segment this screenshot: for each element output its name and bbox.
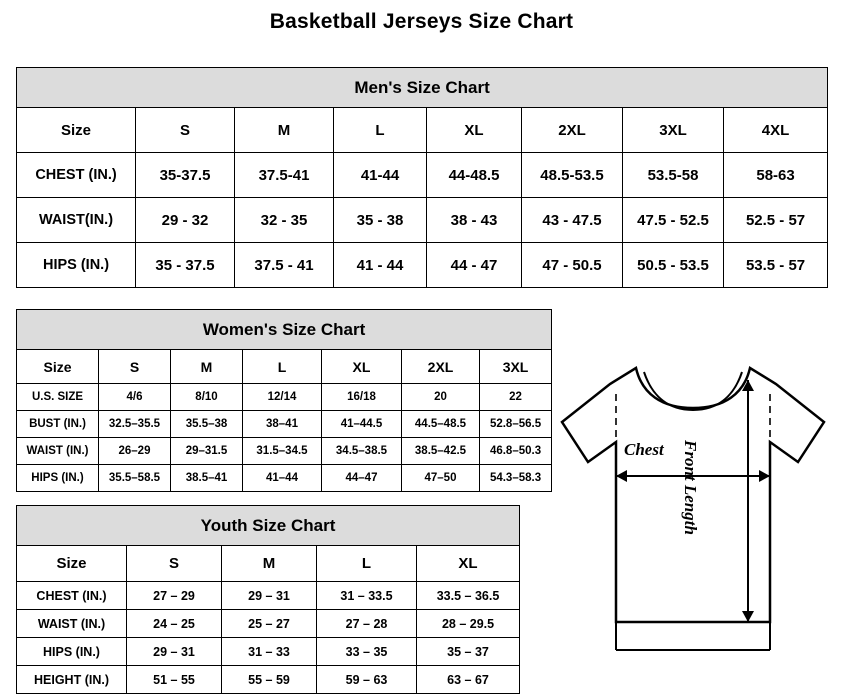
table-cell: 8/10 bbox=[171, 384, 243, 411]
row-label: HIPS (IN.) bbox=[17, 638, 127, 666]
page-title: Basketball Jerseys Size Chart bbox=[269, 10, 574, 33]
table-cell: 52.8–56.5 bbox=[480, 411, 552, 438]
column-header: 2XL bbox=[522, 108, 623, 153]
column-header: 4XL bbox=[724, 108, 828, 153]
table-cell: 38.5–41 bbox=[171, 465, 243, 492]
table-cell: 4/6 bbox=[99, 384, 171, 411]
table-cell: 37.5 - 41 bbox=[235, 243, 334, 288]
womens-caption: Women's Size Chart bbox=[17, 310, 552, 350]
column-header: 3XL bbox=[623, 108, 724, 153]
table-cell: 58-63 bbox=[724, 153, 828, 198]
youth-caption: Youth Size Chart bbox=[17, 506, 520, 546]
table-cell: 44-48.5 bbox=[427, 153, 522, 198]
table-cell: 22 bbox=[480, 384, 552, 411]
table-cell: 35.5–38 bbox=[171, 411, 243, 438]
table-cell: 46.8–50.3 bbox=[480, 438, 552, 465]
womens-size-chart-table bbox=[16, 309, 552, 492]
column-header: L bbox=[317, 546, 417, 582]
table-row bbox=[17, 438, 552, 465]
column-header: XL bbox=[417, 546, 520, 582]
table-cell: 26–29 bbox=[99, 438, 171, 465]
table-row bbox=[17, 666, 520, 694]
table-cell: 59 – 63 bbox=[317, 666, 417, 694]
table-header-row bbox=[17, 108, 828, 153]
table-cell: 53.5-58 bbox=[623, 153, 724, 198]
table-cell: 24 – 25 bbox=[127, 610, 222, 638]
column-header: M bbox=[171, 350, 243, 384]
column-header: L bbox=[243, 350, 322, 384]
table-cell: 32 - 35 bbox=[235, 198, 334, 243]
table-row bbox=[17, 243, 828, 288]
table-caption-row bbox=[17, 310, 552, 350]
row-label: HIPS (IN.) bbox=[17, 465, 99, 492]
table-cell: 48.5-53.5 bbox=[522, 153, 623, 198]
row-label: U.S. SIZE bbox=[17, 384, 99, 411]
youth-size-chart-table bbox=[16, 505, 520, 694]
row-label: CHEST (IN.) bbox=[17, 153, 136, 198]
table-cell: 51 – 55 bbox=[127, 666, 222, 694]
table-cell: 29 – 31 bbox=[222, 582, 317, 610]
table-cell: 41-44 bbox=[334, 153, 427, 198]
table-cell: 38 - 43 bbox=[427, 198, 522, 243]
table-cell: 12/14 bbox=[243, 384, 322, 411]
column-header: Size bbox=[17, 108, 136, 153]
mens-caption: Men's Size Chart bbox=[17, 68, 828, 108]
chest-label: Chest bbox=[624, 440, 664, 459]
table-caption-row bbox=[17, 68, 828, 108]
table-cell: 28 – 29.5 bbox=[417, 610, 520, 638]
table-cell: 25 – 27 bbox=[222, 610, 317, 638]
table-cell: 47–50 bbox=[402, 465, 480, 492]
table-header-row bbox=[17, 350, 552, 384]
row-label: WAIST (IN.) bbox=[17, 610, 127, 638]
table-row bbox=[17, 582, 520, 610]
table-cell: 38–41 bbox=[243, 411, 322, 438]
table-cell: 35.5–58.5 bbox=[99, 465, 171, 492]
table-cell: 44–47 bbox=[322, 465, 402, 492]
column-header: S bbox=[127, 546, 222, 582]
hem-sides bbox=[616, 622, 770, 650]
table-cell: 43 - 47.5 bbox=[522, 198, 623, 243]
column-header: Size bbox=[17, 350, 99, 384]
table-cell: 20 bbox=[402, 384, 480, 411]
table-cell: 29 - 32 bbox=[136, 198, 235, 243]
table-cell: 29–31.5 bbox=[171, 438, 243, 465]
table-caption-row bbox=[17, 506, 520, 546]
table-cell: 44.5–48.5 bbox=[402, 411, 480, 438]
table-cell: 38.5–42.5 bbox=[402, 438, 480, 465]
table-row bbox=[17, 198, 828, 243]
table-cell: 55 – 59 bbox=[222, 666, 317, 694]
table-cell: 29 – 31 bbox=[127, 638, 222, 666]
table-cell: 32.5–35.5 bbox=[99, 411, 171, 438]
row-label: WAIST (IN.) bbox=[17, 438, 99, 465]
table-cell: 33 – 35 bbox=[317, 638, 417, 666]
table-cell: 35-37.5 bbox=[136, 153, 235, 198]
table-row bbox=[17, 610, 520, 638]
column-header: XL bbox=[427, 108, 522, 153]
table-row bbox=[17, 153, 828, 198]
row-label: HEIGHT (IN.) bbox=[17, 666, 127, 694]
table-row bbox=[17, 638, 520, 666]
column-header: Size bbox=[17, 546, 127, 582]
table-header-row bbox=[17, 546, 520, 582]
table-cell: 31 – 33 bbox=[222, 638, 317, 666]
table-cell: 37.5-41 bbox=[235, 153, 334, 198]
row-label: BUST (IN.) bbox=[17, 411, 99, 438]
row-label: WAIST(IN.) bbox=[17, 198, 136, 243]
table-cell: 54.3–58.3 bbox=[480, 465, 552, 492]
column-header: M bbox=[235, 108, 334, 153]
table-cell: 35 – 37 bbox=[417, 638, 520, 666]
table-cell: 33.5 – 36.5 bbox=[417, 582, 520, 610]
table-cell: 27 – 28 bbox=[317, 610, 417, 638]
column-header: 3XL bbox=[480, 350, 552, 384]
column-header: L bbox=[334, 108, 427, 153]
row-label: CHEST (IN.) bbox=[17, 582, 127, 610]
table-cell: 52.5 - 57 bbox=[724, 198, 828, 243]
column-header: M bbox=[222, 546, 317, 582]
table-cell: 34.5–38.5 bbox=[322, 438, 402, 465]
table-cell: 63 – 67 bbox=[417, 666, 520, 694]
table-row bbox=[17, 465, 552, 492]
row-label: HIPS (IN.) bbox=[17, 243, 136, 288]
column-header: XL bbox=[322, 350, 402, 384]
table-cell: 27 – 29 bbox=[127, 582, 222, 610]
table-cell: 35 - 38 bbox=[334, 198, 427, 243]
table-cell: 41 - 44 bbox=[334, 243, 427, 288]
table-row bbox=[17, 411, 552, 438]
table-cell: 35 - 37.5 bbox=[136, 243, 235, 288]
table-cell: 41–44 bbox=[243, 465, 322, 492]
column-header: 2XL bbox=[402, 350, 480, 384]
table-cell: 50.5 - 53.5 bbox=[623, 243, 724, 288]
front-length-label: Front Length bbox=[681, 440, 700, 535]
table-cell: 44 - 47 bbox=[427, 243, 522, 288]
table-cell: 16/18 bbox=[322, 384, 402, 411]
table-cell: 47.5 - 52.5 bbox=[623, 198, 724, 243]
mens-size-chart-table bbox=[16, 67, 828, 288]
table-row bbox=[17, 384, 552, 411]
table-cell: 41–44.5 bbox=[322, 411, 402, 438]
table-cell: 53.5 - 57 bbox=[724, 243, 828, 288]
table-cell: 31 – 33.5 bbox=[317, 582, 417, 610]
column-header: S bbox=[99, 350, 171, 384]
column-header: S bbox=[136, 108, 235, 153]
table-cell: 31.5–34.5 bbox=[243, 438, 322, 465]
table-cell: 47 - 50.5 bbox=[522, 243, 623, 288]
